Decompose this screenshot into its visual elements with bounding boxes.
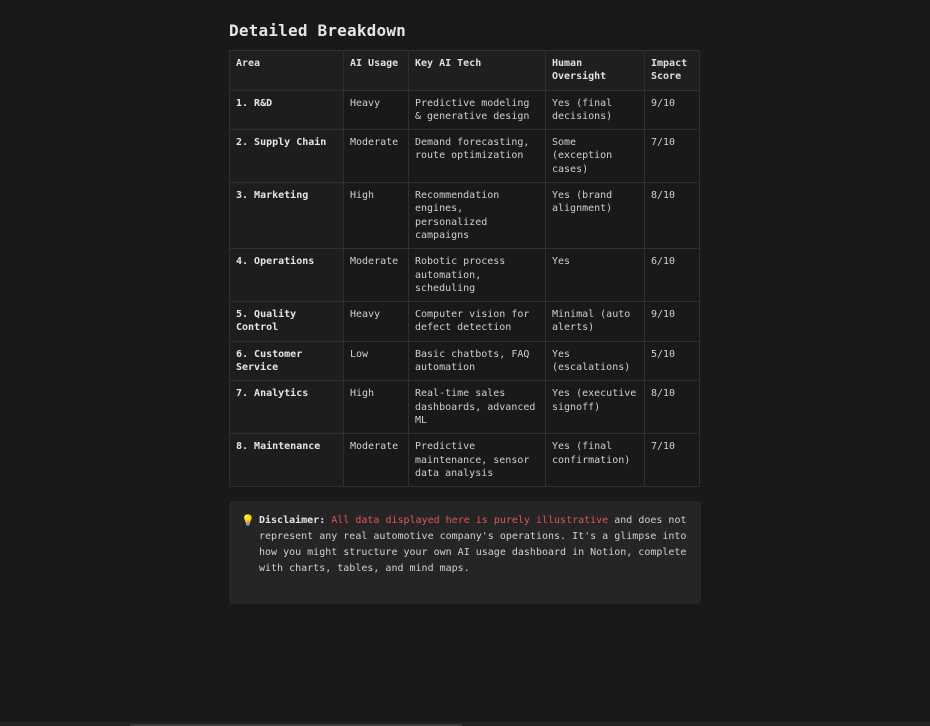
cell-human-oversight[interactable]: Yes: [546, 249, 645, 302]
cell-key-ai-tech[interactable]: Predictive maintenance, sensor data analysis: [409, 434, 546, 487]
cell-ai-usage[interactable]: High: [344, 183, 409, 249]
table-header-row: [230, 51, 700, 91]
cell-ai-usage[interactable]: Heavy: [344, 90, 409, 130]
section-heading: Detailed Breakdown: [229, 21, 406, 40]
cell-ai-usage[interactable]: High: [344, 381, 409, 434]
cell-ai-usage[interactable]: Heavy: [344, 302, 409, 342]
disclaimer-callout[interactable]: [229, 501, 701, 604]
cell-area[interactable]: 3. Marketing: [230, 183, 344, 249]
column-header-human-oversight[interactable]: Human Oversight: [546, 51, 645, 91]
cell-impact-score[interactable]: 8/10: [645, 183, 700, 249]
cell-area[interactable]: 7. Analytics: [230, 381, 344, 434]
cell-key-ai-tech[interactable]: Predictive modeling & generative design: [409, 90, 546, 130]
cell-human-oversight[interactable]: Minimal (auto alerts): [546, 302, 645, 342]
cell-human-oversight[interactable]: Yes (final decisions): [546, 90, 645, 130]
cell-human-oversight[interactable]: Some (exception cases): [546, 130, 645, 183]
cell-impact-score[interactable]: 9/10: [645, 90, 700, 130]
cell-area[interactable]: 2. Supply Chain: [230, 130, 344, 183]
column-header-ai-usage[interactable]: AI Usage: [344, 51, 409, 91]
cell-key-ai-tech[interactable]: Real-time sales dashboards, advanced ML: [409, 381, 546, 434]
cell-impact-score[interactable]: 6/10: [645, 249, 700, 302]
callout-label: Disclaimer:: [259, 515, 326, 526]
table-row: [230, 90, 700, 130]
cell-key-ai-tech[interactable]: Basic chatbots, FAQ automation: [409, 341, 546, 381]
cell-key-ai-tech[interactable]: Demand forecasting, route optimization: [409, 130, 546, 183]
callout-highlight-text: All data displayed here is purely illustrative: [331, 515, 609, 526]
cell-area[interactable]: 8. Maintenance: [230, 434, 344, 487]
callout-text: [259, 513, 689, 594]
table-row: [230, 434, 700, 487]
cell-key-ai-tech[interactable]: Recommendation engines, personalized campaigns: [409, 183, 546, 249]
cell-area[interactable]: 5. Quality Control: [230, 302, 344, 342]
column-header-area[interactable]: Area: [230, 51, 344, 91]
cell-impact-score[interactable]: 9/10: [645, 302, 700, 342]
table-row: [230, 341, 700, 381]
column-header-key-ai-tech[interactable]: Key AI Tech: [409, 51, 546, 91]
cell-ai-usage[interactable]: Low: [344, 341, 409, 381]
callout-body-text: and does not represent any real automotive company's operations. It's a glimpse into how you might structure your own AI usage dashboard in Notion, complete with charts, tables, and mind maps.: [259, 515, 687, 574]
cell-area[interactable]: 4. Operations: [230, 249, 344, 302]
breakdown-table: [229, 50, 700, 487]
cell-impact-score[interactable]: 8/10: [645, 381, 700, 434]
cell-human-oversight[interactable]: Yes (final confirmation): [546, 434, 645, 487]
cell-impact-score[interactable]: 7/10: [645, 434, 700, 487]
cell-area[interactable]: 6. Customer Service: [230, 341, 344, 381]
cell-impact-score[interactable]: 5/10: [645, 341, 700, 381]
cell-human-oversight[interactable]: Yes (brand alignment): [546, 183, 645, 249]
cell-area[interactable]: 1. R&D: [230, 90, 344, 130]
cell-human-oversight[interactable]: Yes (executive signoff): [546, 381, 645, 434]
column-header-impact-score[interactable]: Impact Score: [645, 51, 700, 91]
table-row: [230, 249, 700, 302]
cell-impact-score[interactable]: 7/10: [645, 130, 700, 183]
table-row: [230, 130, 700, 183]
cell-ai-usage[interactable]: Moderate: [344, 434, 409, 487]
cell-ai-usage[interactable]: Moderate: [344, 130, 409, 183]
table-row: [230, 183, 700, 249]
cell-ai-usage[interactable]: Moderate: [344, 249, 409, 302]
lightbulb-icon: 💡: [241, 514, 255, 527]
cell-human-oversight[interactable]: Yes (escalations): [546, 341, 645, 381]
cell-key-ai-tech[interactable]: Robotic process automation, scheduling: [409, 249, 546, 302]
table-row: [230, 381, 700, 434]
table-row: [230, 302, 700, 342]
cell-key-ai-tech[interactable]: Computer vision for defect detection: [409, 302, 546, 342]
